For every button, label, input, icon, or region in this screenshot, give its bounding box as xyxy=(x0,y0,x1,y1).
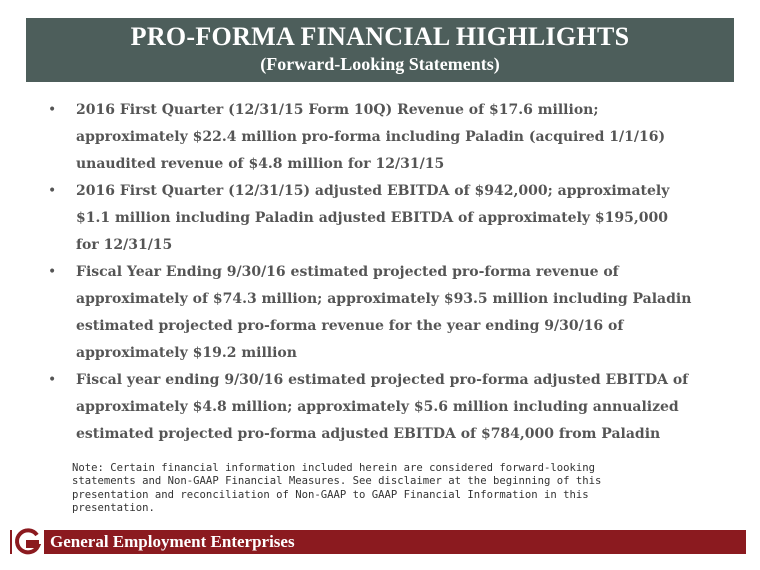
title-banner xyxy=(26,18,734,82)
gee-logo-icon xyxy=(12,526,44,558)
bullet-icon: • xyxy=(48,102,57,118)
list-item xyxy=(44,259,694,367)
bullet-icon: • xyxy=(48,183,57,199)
bullet-text: Fiscal year ending 9/30/16 estimated projected pro-forma adjusted EBITDA of approximately $4.8 million; approximately $5.6 million including annualized estimated projected pro-forma adjusted EBITDA of $784,000 from Paladin xyxy=(76,372,689,442)
bullet-text: Fiscal Year Ending 9/30/16 estimated projected pro-forma revenue of approximately of $74.3 million; approximately $93.5 million including Paladin estimated projected pro-forma revenue for the year ending 9/30/16 of approximately $19.2 million xyxy=(76,264,692,361)
list-item xyxy=(44,97,694,178)
disclaimer-note: Note: Certain financial information included herein are considered forward-looking statements and Non-GAAP Financial Measures. See disclaimer at the beginning of this presentation and reconciliation of Non-GAAP to GAAP Financial Information in this presentation. xyxy=(72,462,602,514)
bullet-icon: • xyxy=(48,264,57,280)
company-name: General Employment Enterprises xyxy=(50,532,295,551)
bullet-text: 2016 First Quarter (12/31/15 Form 10Q) Revenue of $17.6 million; approximately $22.4 million pro-forma including Paladin (acquired 1/1/16) unaudited revenue of $4.8 million for 12/31/15 xyxy=(76,102,666,172)
page-subtitle: (Forward-Looking Statements) xyxy=(260,54,500,74)
bullet-text: 2016 First Quarter (12/31/15) adjusted EBITDA of $942,000; approximately $1.1 million including Paladin adjusted EBITDA of approximately $195,000 for 12/31/15 xyxy=(76,183,670,253)
page-title: PRO-FORMA FINANCIAL HIGHLIGHTS xyxy=(130,22,630,51)
list-item xyxy=(44,178,694,259)
footer-bar xyxy=(10,526,746,558)
bullet-icon: • xyxy=(48,372,57,388)
highlights-list xyxy=(44,97,694,448)
list-item xyxy=(44,367,694,448)
